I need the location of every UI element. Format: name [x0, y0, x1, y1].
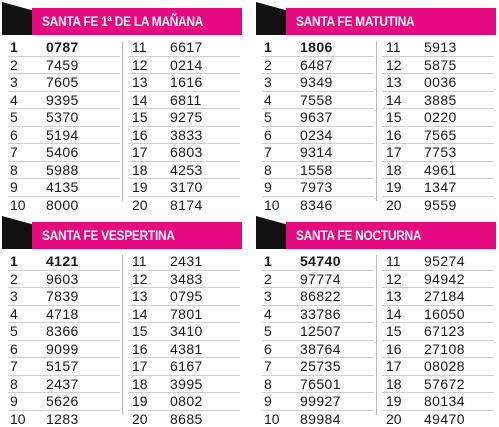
- result-number: 3410: [170, 323, 203, 339]
- result-number: 7558: [300, 92, 333, 108]
- panel-title: SANTA FE 1ª DE LA MAÑANA: [42, 8, 203, 35]
- result-position: 9: [10, 393, 38, 409]
- result-row: [382, 57, 494, 75]
- result-number: 1558: [300, 162, 333, 178]
- header-title-bar: [32, 8, 242, 35]
- result-position: 20: [132, 411, 160, 427]
- result-number: 7973: [300, 179, 333, 195]
- result-number: 1283: [46, 411, 79, 427]
- result-number: 86822: [300, 288, 341, 304]
- result-position: 3: [10, 288, 38, 304]
- result-row: [382, 341, 494, 359]
- result-number: 0036: [424, 74, 457, 90]
- result-number: 9395: [46, 92, 79, 108]
- result-row: [128, 323, 240, 341]
- result-position: 7: [264, 358, 292, 374]
- result-position: 19: [132, 179, 160, 195]
- results-column-right: [382, 39, 494, 213]
- result-row: [382, 197, 494, 214]
- panel-santa-fe-vespertina: [2, 216, 242, 422]
- column-divider: [376, 41, 377, 201]
- result-number: 89984: [300, 411, 341, 427]
- result-position: 4: [10, 92, 38, 108]
- result-row: [128, 271, 240, 289]
- result-position: 7: [264, 144, 292, 160]
- result-position: 5: [10, 109, 38, 125]
- result-position: 5: [264, 323, 292, 339]
- panel-header: [2, 216, 242, 249]
- result-number: 5626: [46, 393, 79, 409]
- result-position: 13: [386, 74, 414, 90]
- result-position: 10: [10, 197, 38, 213]
- result-number: 9349: [300, 74, 333, 90]
- result-number: 8685: [170, 411, 203, 427]
- result-position: 6: [10, 127, 38, 143]
- result-number: 25735: [300, 358, 341, 374]
- result-number: 7459: [46, 57, 79, 73]
- result-row: [262, 341, 374, 359]
- result-position: 13: [132, 288, 160, 304]
- result-number: 4135: [46, 179, 79, 195]
- result-number: 8366: [46, 323, 79, 339]
- result-number: 2437: [46, 376, 79, 392]
- result-row: [382, 144, 494, 162]
- result-number: 33786: [300, 306, 341, 322]
- result-number: 7565: [424, 127, 457, 143]
- panel-title: SANTA FE VESPERTINA: [42, 222, 175, 249]
- result-number: 0787: [46, 39, 79, 55]
- header-title-bar: [286, 222, 496, 249]
- result-number: 5988: [46, 162, 79, 178]
- result-number: 54740: [300, 253, 341, 269]
- result-number: 38764: [300, 341, 341, 357]
- result-number: 57672: [424, 376, 465, 392]
- result-position: 8: [10, 162, 38, 178]
- result-number: 1806: [300, 39, 333, 55]
- result-number: 3885: [424, 92, 457, 108]
- result-position: 1: [10, 39, 38, 55]
- result-position: 2: [264, 271, 292, 287]
- result-position: 18: [132, 162, 160, 178]
- result-row: [128, 162, 240, 180]
- result-position: 15: [386, 109, 414, 125]
- result-row: [262, 358, 374, 376]
- result-position: 11: [132, 253, 160, 269]
- result-position: 4: [264, 306, 292, 322]
- result-position: 2: [264, 57, 292, 73]
- result-position: 1: [264, 253, 292, 269]
- results-column-right: [128, 253, 240, 427]
- result-row: [128, 376, 240, 394]
- result-number: 27108: [424, 341, 465, 357]
- header-title-bar: [32, 222, 242, 249]
- result-row: [262, 323, 374, 341]
- result-number: 0220: [424, 109, 457, 125]
- result-number: 76501: [300, 376, 341, 392]
- result-position: 15: [386, 323, 414, 339]
- result-number: 6803: [170, 144, 203, 160]
- result-number: 9275: [170, 109, 203, 125]
- result-number: 4121: [46, 253, 79, 269]
- results-column-right: [382, 253, 494, 427]
- result-row: [262, 127, 374, 145]
- result-position: 11: [386, 39, 414, 55]
- result-position: 16: [386, 341, 414, 357]
- result-position: 16: [386, 127, 414, 143]
- result-position: 10: [264, 197, 292, 213]
- result-position: 11: [386, 253, 414, 269]
- result-number: 6167: [170, 358, 203, 374]
- result-row: [8, 376, 120, 394]
- result-position: 9: [264, 393, 292, 409]
- result-row: [382, 39, 494, 57]
- result-position: 3: [10, 74, 38, 90]
- result-row: [262, 197, 374, 214]
- result-row: [128, 411, 240, 427]
- result-number: 67123: [424, 323, 465, 339]
- result-row: [382, 411, 494, 427]
- result-position: 18: [132, 376, 160, 392]
- results-column-right: [128, 39, 240, 213]
- result-number: 9637: [300, 109, 333, 125]
- result-number: 1347: [424, 179, 457, 195]
- result-row: [262, 39, 374, 57]
- result-position: 12: [132, 57, 160, 73]
- result-row: [128, 197, 240, 214]
- result-number: 5194: [46, 127, 79, 143]
- panel-header: [256, 216, 496, 249]
- result-row: [382, 92, 494, 110]
- result-position: 14: [386, 92, 414, 108]
- result-number: 8000: [46, 197, 79, 213]
- result-position: 6: [10, 341, 38, 357]
- result-number: 7753: [424, 144, 457, 160]
- result-row: [8, 393, 120, 411]
- header-title-bar: [286, 8, 496, 35]
- result-row: [8, 179, 120, 197]
- result-row: [382, 393, 494, 411]
- result-number: 12507: [300, 323, 341, 339]
- panel-santa-fe-primera-manana: [2, 2, 242, 208]
- result-row: [128, 358, 240, 376]
- result-row: [262, 144, 374, 162]
- result-row: [262, 288, 374, 306]
- result-number: 1616: [170, 74, 203, 90]
- result-number: 9099: [46, 341, 79, 357]
- result-number: 95274: [424, 253, 465, 269]
- result-number: 4253: [170, 162, 203, 178]
- result-position: 11: [132, 39, 160, 55]
- result-number: 5875: [424, 57, 457, 73]
- result-position: 10: [10, 411, 38, 427]
- result-number: 16050: [424, 306, 465, 322]
- result-row: [8, 127, 120, 145]
- result-row: [382, 288, 494, 306]
- result-row: [382, 323, 494, 341]
- result-position: 14: [386, 306, 414, 322]
- result-position: 15: [132, 323, 160, 339]
- result-number: 27184: [424, 288, 465, 304]
- column-divider: [122, 255, 123, 415]
- results-column-left: [262, 253, 374, 427]
- result-position: 8: [264, 376, 292, 392]
- result-row: [128, 341, 240, 359]
- result-row: [262, 74, 374, 92]
- result-row: [382, 74, 494, 92]
- result-number: 5370: [46, 109, 79, 125]
- result-position: 14: [132, 92, 160, 108]
- result-position: 10: [264, 411, 292, 427]
- result-number: 49470: [424, 411, 465, 427]
- result-position: 7: [10, 144, 38, 160]
- result-row: [262, 109, 374, 127]
- result-row: [8, 341, 120, 359]
- result-row: [8, 162, 120, 180]
- result-number: 9559: [424, 197, 457, 213]
- result-row: [128, 74, 240, 92]
- column-divider: [376, 255, 377, 415]
- result-number: 7801: [170, 306, 203, 322]
- result-row: [128, 57, 240, 75]
- result-number: 6811: [170, 92, 202, 108]
- result-row: [128, 306, 240, 324]
- result-number: 0234: [300, 127, 333, 143]
- result-row: [262, 271, 374, 289]
- result-position: 19: [386, 179, 414, 195]
- result-position: 5: [10, 323, 38, 339]
- result-row: [128, 393, 240, 411]
- result-number: 3170: [170, 179, 203, 195]
- result-position: 4: [10, 306, 38, 322]
- result-position: 12: [386, 57, 414, 73]
- result-number: 5913: [424, 39, 457, 55]
- result-row: [262, 411, 374, 427]
- result-position: 17: [386, 358, 414, 374]
- result-row: [8, 323, 120, 341]
- result-row: [8, 306, 120, 324]
- result-number: 4718: [46, 306, 79, 322]
- column-divider: [122, 41, 123, 201]
- result-position: 8: [264, 162, 292, 178]
- panel-santa-fe-nocturna: [256, 216, 496, 422]
- result-position: 14: [132, 306, 160, 322]
- result-number: 5157: [46, 358, 79, 374]
- panel-header: [2, 2, 242, 35]
- result-row: [262, 162, 374, 180]
- result-number: 6487: [300, 57, 333, 73]
- results-table: [2, 253, 242, 419]
- result-position: 6: [264, 127, 292, 143]
- result-row: [382, 127, 494, 145]
- result-row: [8, 411, 120, 427]
- result-position: 20: [386, 411, 414, 427]
- result-row: [262, 179, 374, 197]
- results-table: [256, 253, 496, 419]
- results-column-left: [262, 39, 374, 213]
- result-row: [128, 253, 240, 271]
- result-position: 13: [386, 288, 414, 304]
- result-position: 9: [264, 179, 292, 195]
- result-row: [382, 271, 494, 289]
- result-row: [128, 39, 240, 57]
- result-number: 3483: [170, 271, 203, 287]
- result-position: 1: [264, 39, 292, 55]
- result-position: 16: [132, 127, 160, 143]
- result-row: [128, 144, 240, 162]
- result-position: 18: [386, 162, 414, 178]
- result-position: 3: [264, 74, 292, 90]
- result-row: [262, 393, 374, 411]
- result-position: 8: [10, 376, 38, 392]
- result-position: 17: [132, 358, 160, 374]
- result-row: [8, 144, 120, 162]
- result-row: [8, 39, 120, 57]
- result-row: [8, 57, 120, 75]
- result-number: 3833: [170, 127, 203, 143]
- result-row: [128, 179, 240, 197]
- result-row: [128, 92, 240, 110]
- result-number: 0802: [170, 393, 203, 409]
- result-number: 8174: [170, 197, 203, 213]
- result-position: 19: [386, 393, 414, 409]
- result-number: 6617: [170, 39, 203, 55]
- result-number: 0795: [170, 288, 203, 304]
- result-position: 7: [10, 358, 38, 374]
- result-row: [8, 92, 120, 110]
- result-position: 3: [264, 288, 292, 304]
- result-position: 17: [132, 144, 160, 160]
- result-number: 0214: [170, 57, 203, 73]
- result-position: 19: [132, 393, 160, 409]
- result-row: [382, 358, 494, 376]
- result-row: [8, 253, 120, 271]
- result-number: 97774: [300, 271, 341, 287]
- result-position: 9: [10, 179, 38, 195]
- result-position: 4: [264, 92, 292, 108]
- result-row: [262, 253, 374, 271]
- result-position: 18: [386, 376, 414, 392]
- result-row: [262, 92, 374, 110]
- result-row: [382, 253, 494, 271]
- result-number: 80134: [424, 393, 465, 409]
- result-row: [262, 57, 374, 75]
- panel-title: SANTA FE MATUTINA: [296, 8, 414, 35]
- result-position: 2: [10, 271, 38, 287]
- panel-header: [256, 2, 496, 35]
- result-row: [262, 306, 374, 324]
- result-number: 8346: [300, 197, 333, 213]
- result-position: 15: [132, 109, 160, 125]
- result-number: 4381: [170, 341, 203, 357]
- result-row: [128, 288, 240, 306]
- result-number: 4961: [424, 162, 457, 178]
- result-number: 99927: [300, 393, 341, 409]
- result-number: 7605: [46, 74, 79, 90]
- result-row: [382, 306, 494, 324]
- result-position: 17: [386, 144, 414, 160]
- result-position: 6: [264, 341, 292, 357]
- result-position: 16: [132, 341, 160, 357]
- results-table: [256, 39, 496, 205]
- result-position: 2: [10, 57, 38, 73]
- result-position: 13: [132, 74, 160, 90]
- result-number: 3995: [170, 376, 203, 392]
- result-number: 5406: [46, 144, 79, 160]
- panel-title: SANTA FE NOCTURNA: [296, 222, 421, 249]
- result-number: 08028: [424, 358, 465, 374]
- result-row: [382, 376, 494, 394]
- result-position: 12: [132, 271, 160, 287]
- results-column-left: [8, 253, 120, 427]
- result-row: [8, 288, 120, 306]
- result-row: [8, 358, 120, 376]
- result-row: [382, 179, 494, 197]
- result-row: [262, 376, 374, 394]
- result-position: 12: [386, 271, 414, 287]
- results-column-left: [8, 39, 120, 213]
- result-row: [8, 197, 120, 214]
- result-number: 9314: [300, 144, 333, 160]
- result-number: 94942: [424, 271, 465, 287]
- result-position: 20: [132, 197, 160, 213]
- result-row: [382, 109, 494, 127]
- result-position: 1: [10, 253, 38, 269]
- result-row: [128, 109, 240, 127]
- result-number: 7839: [46, 288, 79, 304]
- result-position: 5: [264, 109, 292, 125]
- result-row: [128, 127, 240, 145]
- result-number: 2431: [170, 253, 203, 269]
- result-row: [8, 74, 120, 92]
- results-table: [2, 39, 242, 205]
- result-row: [382, 162, 494, 180]
- panel-santa-fe-matutina: [256, 2, 496, 208]
- result-row: [8, 109, 120, 127]
- result-position: 20: [386, 197, 414, 213]
- result-row: [8, 271, 120, 289]
- result-number: 9603: [46, 271, 79, 287]
